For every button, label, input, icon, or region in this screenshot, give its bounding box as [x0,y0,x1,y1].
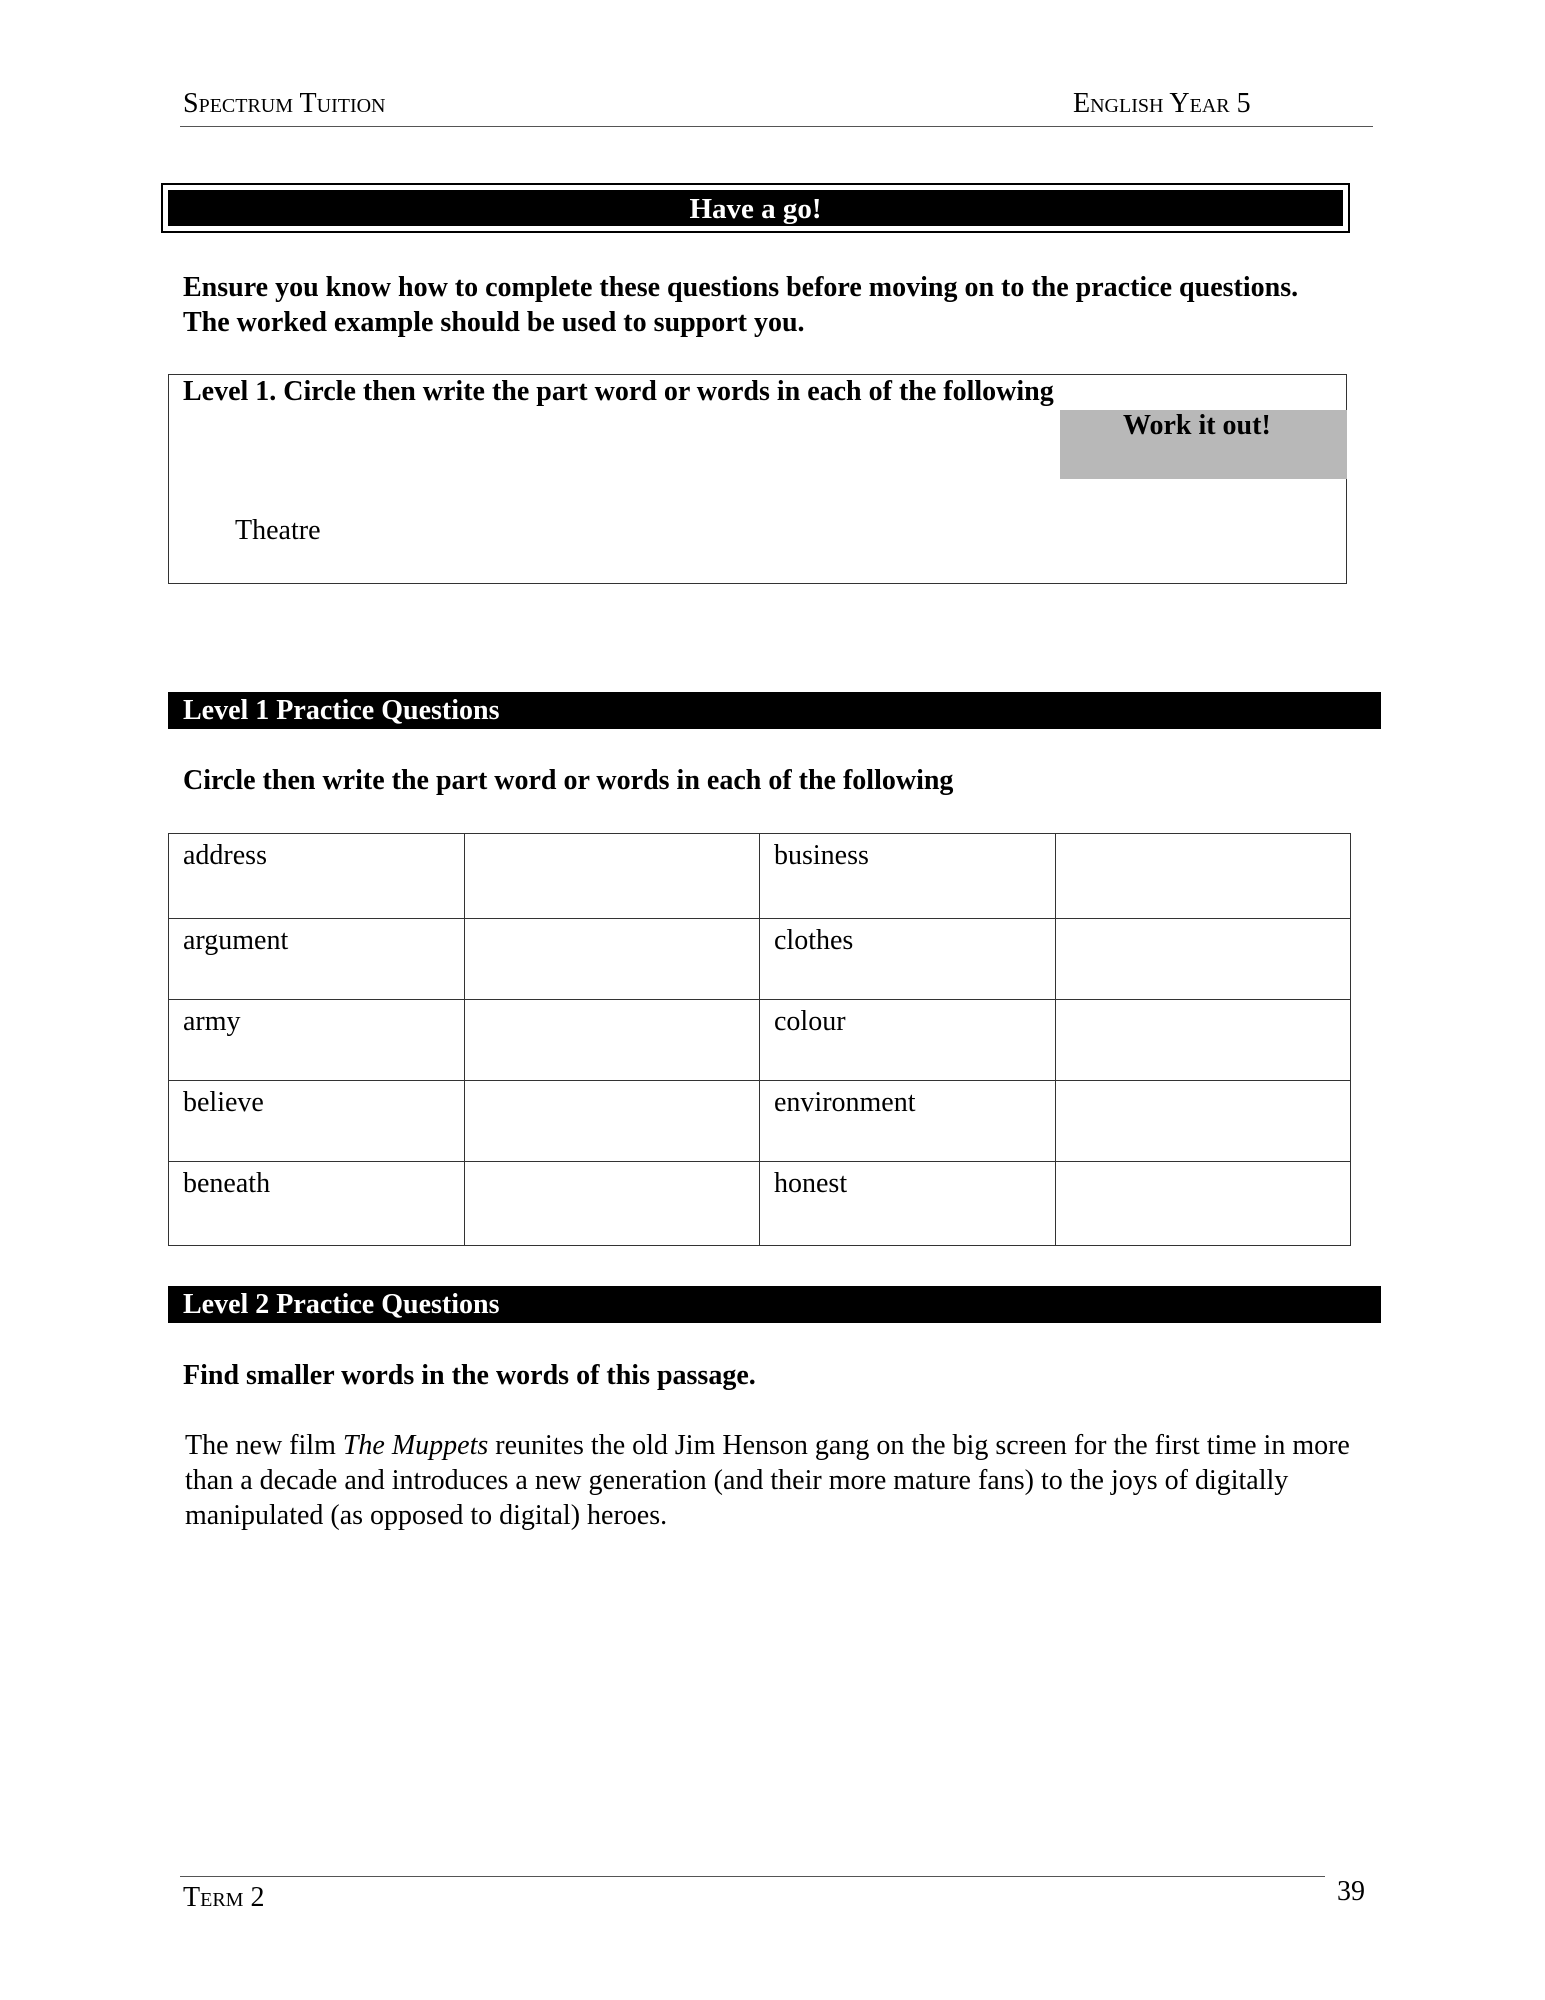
header-left: Spectrum Tuition [183,88,386,119]
passage-text-start: The new film [185,1430,343,1461]
word-cell: business [760,834,1056,919]
page-number: 39 [1337,1876,1365,1907]
word-cell: believe [169,1081,465,1162]
level1-words-table [168,833,1351,1246]
level1-instruction: Circle then write the part word or words in each of the following [183,765,954,796]
header-divider [180,126,1373,127]
table-row [169,1000,1351,1081]
answer-cell[interactable] [464,1162,760,1246]
answer-cell[interactable] [1055,1000,1351,1081]
intro-text: Ensure you know how to complete these questions before moving on to the practice questions. The worked example should be used to support you. [183,272,1299,338]
answer-cell[interactable] [464,1081,760,1162]
worked-example-title: Level 1. Circle then write the part word or words in each of the following [183,376,1054,407]
work-it-out-label: Work it out! [1123,410,1271,441]
word-cell: argument [169,919,465,1000]
answer-cell[interactable] [464,1000,760,1081]
answer-cell[interactable] [464,919,760,1000]
header-right: English Year 5 [1073,88,1251,119]
passage-film-title: The Muppets [342,1430,489,1461]
table-row [169,919,1351,1000]
table-row [169,1081,1351,1162]
word-cell: beneath [169,1162,465,1246]
word-cell: clothes [760,919,1056,1000]
answer-cell[interactable] [1055,834,1351,919]
table-row [169,1162,1351,1246]
answer-cell[interactable] [1055,1162,1351,1246]
word-cell: address [169,834,465,919]
answer-cell[interactable] [1055,1081,1351,1162]
word-cell: army [169,1000,465,1081]
level2-heading: Level 2 Practice Questions [168,1286,1381,1323]
table-row [169,834,1351,919]
example-word: Theatre [235,515,321,546]
level2-passage [185,1428,1355,1533]
footer-term: Term 2 [183,1882,265,1913]
level1-heading: Level 1 Practice Questions [168,692,1381,729]
answer-cell[interactable] [464,834,760,919]
passage-text-end: reunites the old Jim Henson gang on the big screen for the first time in more than a decade and introduces a new generation (and their more mature fans) to the joys of digitally manipulated (as opposed to digital) heroes. [185,1430,1350,1531]
banner-title: Have a go! [167,189,1344,227]
have-a-go-banner [161,183,1350,233]
word-cell: colour [760,1000,1056,1081]
answer-cell[interactable] [1055,919,1351,1000]
word-cell: honest [760,1162,1056,1246]
word-cell: environment [760,1081,1056,1162]
footer-divider [180,1876,1325,1877]
level2-instruction: Find smaller words in the words of this passage. [183,1360,756,1391]
